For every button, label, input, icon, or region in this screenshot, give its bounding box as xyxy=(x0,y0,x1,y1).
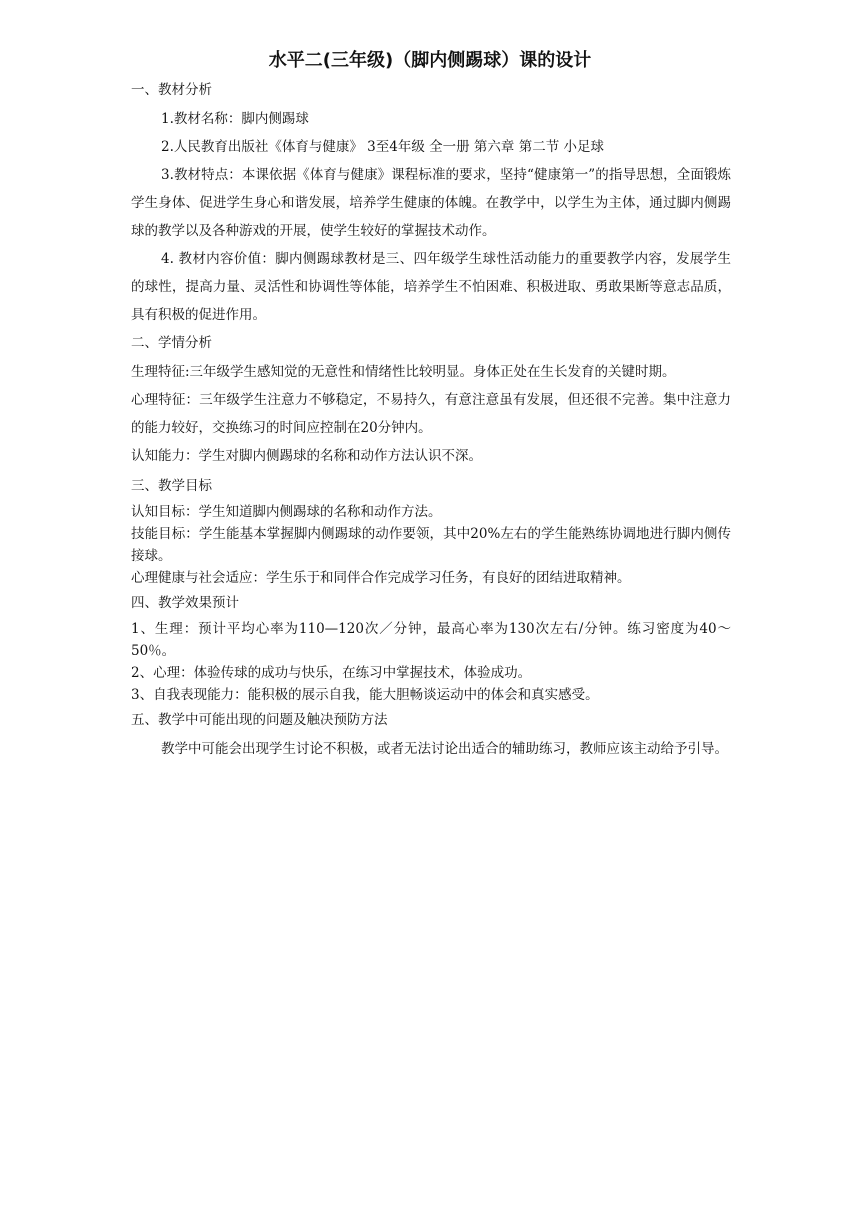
section-learner-analysis xyxy=(131,331,731,470)
paragraph: 教学中可能会出现学生讨论不积极，或者无法讨论出适合的辅助练习，教师应该主动给予引导。 xyxy=(161,741,728,757)
section-heading: 五、教学中可能出现的问题及触决预防方法 xyxy=(131,712,388,728)
paragraph: 4. 教材内容价值：脚内侧踢球教材是三、四年级学生球性活动能力的重要教学内容，发展学生的球性，提高力量、灵活性和协调性等体能，培养学生不怕困难、积极进取、勇敢果断等意志品质，具有积极的促进作用。 xyxy=(131,251,731,323)
paragraph: 3.教材特点：本课依据《体育与健康》课程标准的要求，坚持“健康第一”的指导思想，全面锻炼学生身体、促进学生身心和谐发展，培养学生健康的体魄。在教学中，以学生为主体，通过脚内侧踢球的教学以及各种游戏的开展，使学生较好的掌握技术动作。 xyxy=(131,167,731,239)
section-heading: 二、学情分析 xyxy=(131,335,212,351)
paragraph: 1.教材名称：脚内侧踢球 xyxy=(161,111,309,127)
paragraph: 认知能力：学生对脚内侧踢球的名称和动作方法认识不深。 xyxy=(131,448,482,464)
section-heading: 四、教学效果预计 xyxy=(131,595,239,611)
paragraph: 1、生理：预计平均心率为110—120次／分钟，最高心率为130次左右/分钟。练习密度为40～50％。 xyxy=(131,621,731,659)
paragraph: 心理健康与社会适应：学生乐于和同伴合作完成学习任务，有良好的团结进取精神。 xyxy=(131,570,631,586)
section-teaching-goals xyxy=(131,474,731,589)
paragraph: 2.人民教育出版社《体育与健康》 3至4年级 全一册 第六章 第二节 小足球 xyxy=(161,139,605,155)
section-heading: 一、教材分析 xyxy=(131,82,212,98)
paragraph: 心理特征：三年级学生注意力不够稳定，不易持久，有意注意虽有发展，但还很不完善。集中注意力的能力较好，交换练习的时间应控制在20分钟内。 xyxy=(131,392,731,436)
document-body xyxy=(131,78,731,763)
paragraph: 生理特征:三年级学生感知觉的无意性和情绪性比较明显。身体正处在生长发育的关键时期。 xyxy=(131,364,676,380)
section-problems-prevention xyxy=(131,708,731,763)
paragraph: 认知目标：学生知道脚内侧踢球的名称和动作方法。 xyxy=(131,504,442,520)
paragraph: 2、心理：体验传球的成功与快乐，在练习中掌握技术，体验成功。 xyxy=(131,665,532,681)
paragraph: 3、自我表现能力：能积极的展示自我，能大胆畅谈运动中的体会和真实感受。 xyxy=(131,687,599,703)
page-title: 水平二(三年级)（脚内侧踢球）课的设计 xyxy=(268,50,592,71)
section-expected-effect xyxy=(131,591,731,706)
paragraph: 技能目标：学生能基本掌握脚内侧踢球的动作要领，其中20%左右的学生能熟练协调地进行脚内侧传接球。 xyxy=(131,526,731,564)
section-heading: 三、教学目标 xyxy=(131,478,212,494)
section-material-analysis xyxy=(131,78,731,329)
